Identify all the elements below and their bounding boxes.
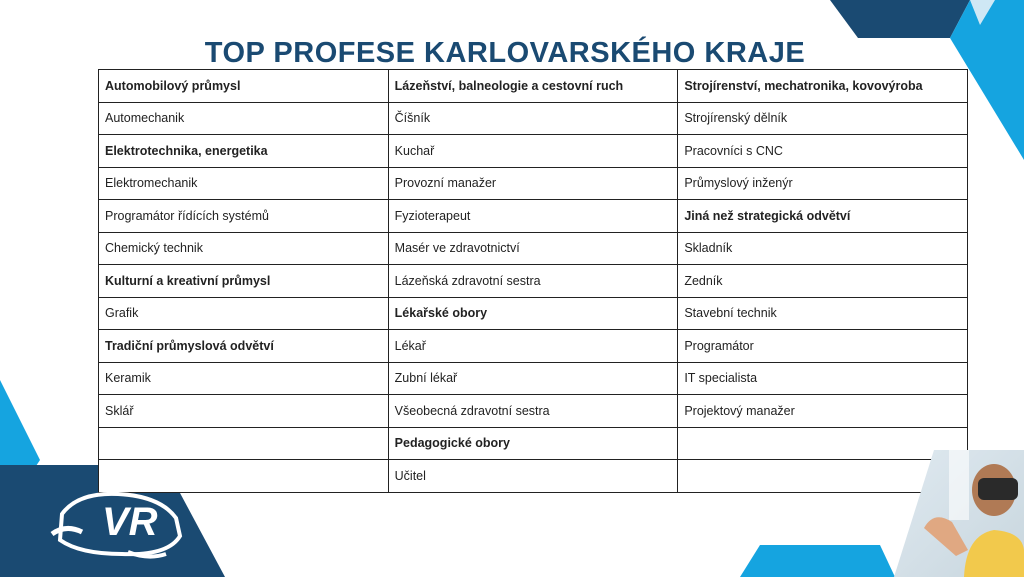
category-header-cell: Jiná než strategická odvětví bbox=[678, 200, 968, 233]
profession-cell: Pracovníci s CNC bbox=[678, 135, 968, 168]
table-row bbox=[99, 102, 968, 135]
category-header-cell: Lázeňství, balneologie a cestovní ruch bbox=[388, 70, 678, 103]
profession-cell: Chemický technik bbox=[99, 232, 389, 265]
profession-cell: Skladník bbox=[678, 232, 968, 265]
category-header-cell: Tradiční průmyslová odvětví bbox=[99, 330, 389, 363]
table-row bbox=[99, 330, 968, 363]
vr-person-photo bbox=[894, 450, 1024, 577]
table-row bbox=[99, 460, 968, 493]
profession-cell: Lékař bbox=[388, 330, 678, 363]
table-row bbox=[99, 395, 968, 428]
profession-cell: Keramik bbox=[99, 362, 389, 395]
table-row bbox=[99, 427, 968, 460]
profession-cell: Grafik bbox=[99, 297, 389, 330]
profession-cell: Zubní lékař bbox=[388, 362, 678, 395]
professions-table bbox=[98, 69, 968, 493]
table-row bbox=[99, 167, 968, 200]
profession-cell: Programátor bbox=[678, 330, 968, 363]
table-row bbox=[99, 232, 968, 265]
vr-logo bbox=[48, 484, 188, 564]
profession-cell: Učitel bbox=[388, 460, 678, 493]
profession-cell: Průmyslový inženýr bbox=[678, 167, 968, 200]
vr-logo-text: VR bbox=[102, 500, 158, 544]
category-header-cell: Strojírenství, mechatronika, kovovýroba bbox=[678, 70, 968, 103]
profession-cell: Projektový manažer bbox=[678, 395, 968, 428]
page-title: TOP PROFESE KARLOVARSKÉHO KRAJE bbox=[204, 37, 806, 70]
profession-cell: Číšník bbox=[388, 102, 678, 135]
table-row bbox=[99, 362, 968, 395]
profession-cell: Elektromechanik bbox=[99, 167, 389, 200]
profession-cell bbox=[99, 427, 389, 460]
profession-cell: Kuchař bbox=[388, 135, 678, 168]
profession-cell: Strojírenský dělník bbox=[678, 102, 968, 135]
profession-cell: Stavební technik bbox=[678, 297, 968, 330]
profession-cell: IT specialista bbox=[678, 362, 968, 395]
table-row bbox=[99, 297, 968, 330]
profession-cell: Masér ve zdravotnictví bbox=[388, 232, 678, 265]
profession-cell: Sklář bbox=[99, 395, 389, 428]
profession-cell: Automechanik bbox=[99, 102, 389, 135]
profession-cell: Fyzioterapeut bbox=[388, 200, 678, 233]
profession-cell: Zedník bbox=[678, 265, 968, 298]
profession-cell: Provozní manažer bbox=[388, 167, 678, 200]
profession-cell: Všeobecná zdravotní sestra bbox=[388, 395, 678, 428]
category-header-cell: Automobilový průmysl bbox=[99, 70, 389, 103]
category-header-cell: Pedagogické obory bbox=[388, 427, 678, 460]
category-header-cell: Elektrotechnika, energetika bbox=[99, 135, 389, 168]
category-header-cell: Lékařské obory bbox=[388, 297, 678, 330]
profession-cell: Programátor řídících systémů bbox=[99, 200, 389, 233]
table-row bbox=[99, 265, 968, 298]
bottom-right-decoration bbox=[740, 520, 900, 577]
category-header-cell: Kulturní a kreativní průmysl bbox=[99, 265, 389, 298]
profession-cell: Lázeňská zdravotní sestra bbox=[388, 265, 678, 298]
table-row bbox=[99, 70, 968, 103]
table-row bbox=[99, 200, 968, 233]
table-row bbox=[99, 135, 968, 168]
